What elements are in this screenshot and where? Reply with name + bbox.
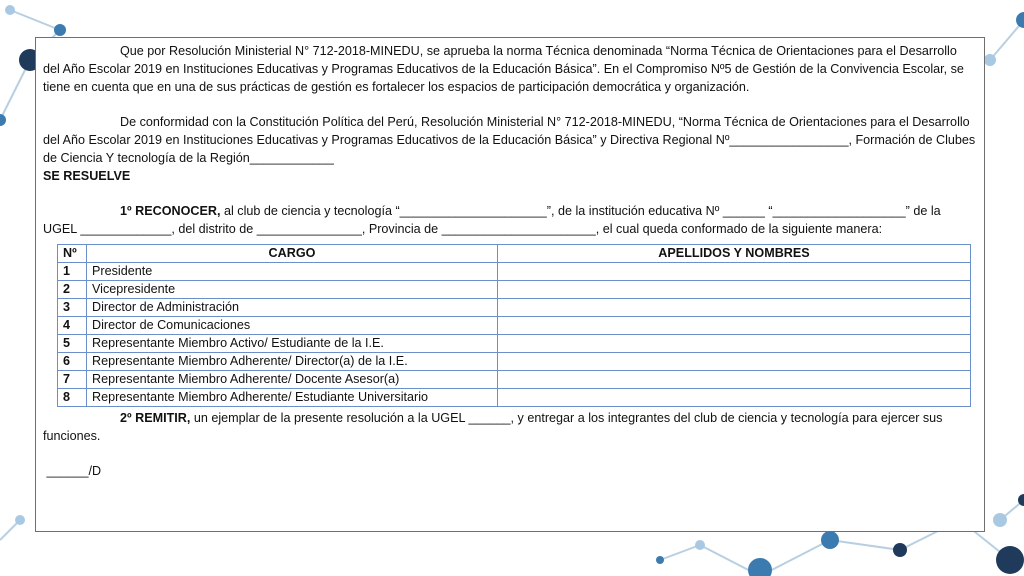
row-num: 8 bbox=[58, 389, 87, 407]
row-nombres[interactable] bbox=[498, 353, 971, 371]
article-1 bbox=[43, 202, 976, 238]
article-1-label: 1º RECONOCER, bbox=[120, 204, 221, 218]
table-row bbox=[58, 317, 971, 335]
table-row bbox=[58, 335, 971, 353]
row-num: 5 bbox=[58, 335, 87, 353]
row-nombres[interactable] bbox=[498, 389, 971, 407]
row-cargo: Representante Miembro Adherente/ Docente Asesor(a) bbox=[87, 371, 498, 389]
row-num: 2 bbox=[58, 281, 87, 299]
row-num: 4 bbox=[58, 317, 87, 335]
row-nombres[interactable] bbox=[498, 371, 971, 389]
row-cargo: Representante Miembro Adherente/ Director(a) de la I.E. bbox=[87, 353, 498, 371]
article-2-text: un ejemplar de la presente resolución a la UGEL ______, y entregar a los integrantes del club de ciencia y tecnología para ejercer sus funciones. bbox=[43, 411, 943, 443]
row-nombres[interactable] bbox=[498, 335, 971, 353]
paragraph-1-text: Que por Resolución Ministerial N° 712-2018-MINEDU, se aprueba la norma Técnica denominada “Norma Técnica de Orientaciones para el Desarrollo del Año Escolar 2019 en Instituciones Educativas y Programas Educativos de la Educación Básica”. En el Compromiso Nº5 de Gestión de la Convivencia Escolar, se tiene en cuenta que en una de sus prácticas de gestión es fortalecer los espacios de participación democrática y organización. bbox=[43, 44, 964, 94]
row-num: 7 bbox=[58, 371, 87, 389]
article-1-text: al club de ciencia y tecnología “_____________________”, de la institución educativa Nº ______ “___________________” de la UGEL _____________, del distrito de _______________, Provincia de ______________________, el cual queda conformado de la siguiente manera: bbox=[43, 204, 941, 236]
resolution-document bbox=[35, 37, 985, 532]
row-nombres[interactable] bbox=[498, 281, 971, 299]
paragraph-considerando bbox=[43, 42, 976, 96]
table-row bbox=[58, 389, 971, 407]
header-nombres: APELLIDOS Y NOMBRES bbox=[498, 245, 971, 263]
row-cargo: Presidente bbox=[87, 263, 498, 281]
row-nombres[interactable] bbox=[498, 299, 971, 317]
row-num: 1 bbox=[58, 263, 87, 281]
members-table bbox=[57, 244, 971, 407]
table-row bbox=[58, 281, 971, 299]
paragraph-2-text: De conformidad con la Constitución Política del Perú, Resolución Ministerial N° 712-2018-MINEDU, “Norma Técnica de Orientaciones para el Desarrollo del Año Escolar 2019 en Instituciones Educativas y Programas Educativos de la Educación Básica” y Directiva Regional Nº_________________, Formación de Clubes de Ciencia Y tecnología de la Región____________ bbox=[43, 115, 976, 165]
table-row bbox=[58, 353, 971, 371]
table-row bbox=[58, 263, 971, 281]
header-num: Nº bbox=[58, 245, 87, 263]
row-cargo: Director de Comunicaciones bbox=[87, 317, 498, 335]
row-cargo: Representante Miembro Adherente/ Estudiante Universitario bbox=[87, 389, 498, 407]
table-header-row bbox=[58, 245, 971, 263]
paragraph-conformidad bbox=[43, 113, 976, 167]
row-cargo: Representante Miembro Activo/ Estudiante de la I.E. bbox=[87, 335, 498, 353]
row-nombres[interactable] bbox=[498, 317, 971, 335]
header-cargo: CARGO bbox=[87, 245, 498, 263]
row-cargo: Vicepresidente bbox=[87, 281, 498, 299]
row-cargo: Director de Administración bbox=[87, 299, 498, 317]
closing-text: ______/D bbox=[46, 464, 102, 478]
closing-signature bbox=[43, 462, 976, 480]
se-resuelve-heading: SE RESUELVE bbox=[43, 169, 131, 183]
table-row bbox=[58, 371, 971, 389]
article-2 bbox=[43, 409, 976, 445]
row-num: 3 bbox=[58, 299, 87, 317]
article-2-label: 2º REMITIR, bbox=[120, 411, 191, 425]
row-nombres[interactable] bbox=[498, 263, 971, 281]
row-num: 6 bbox=[58, 353, 87, 371]
table-row bbox=[58, 299, 971, 317]
